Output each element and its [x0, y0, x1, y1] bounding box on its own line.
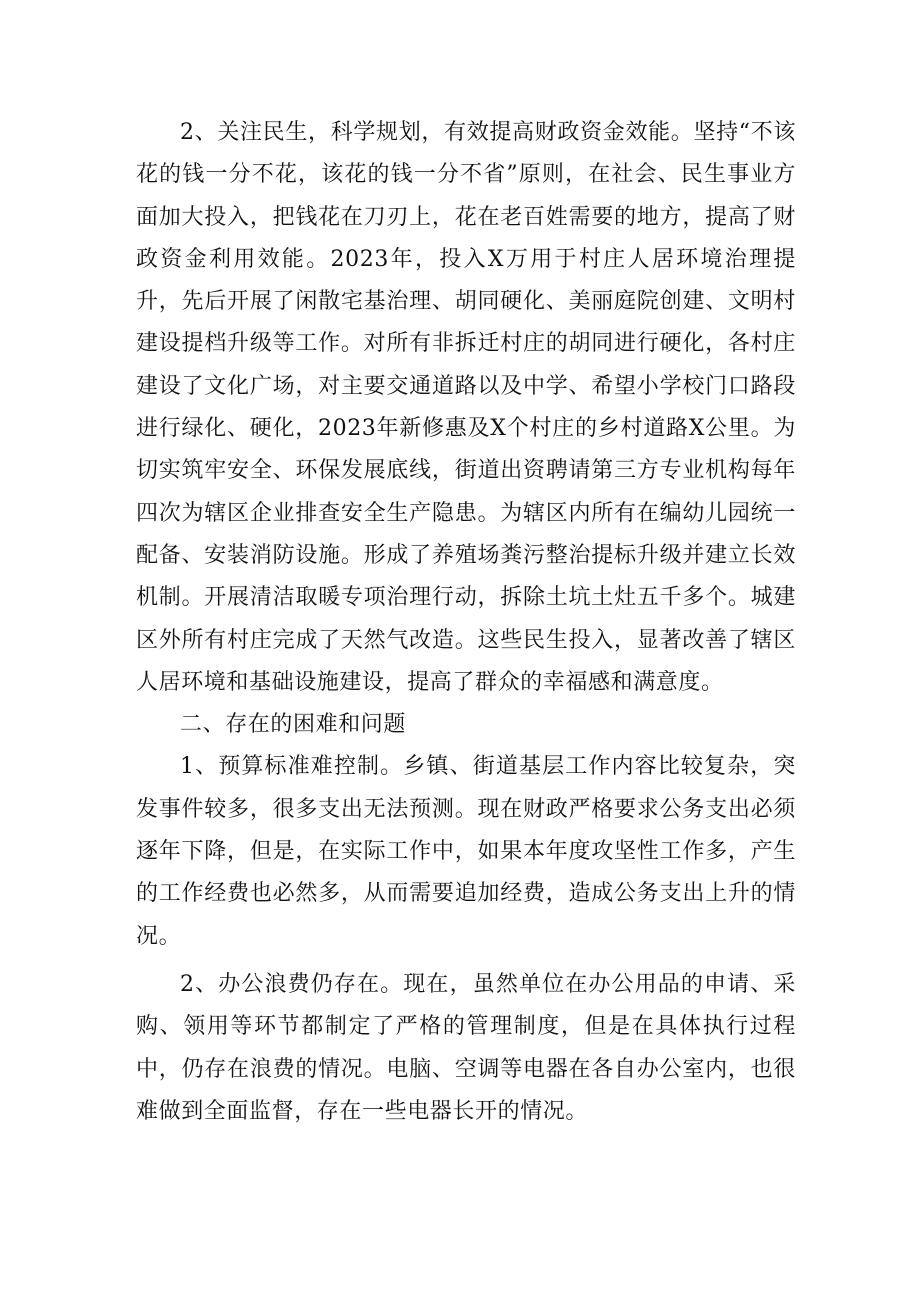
section-heading-difficulties: 二、存在的困难和问题 — [180, 712, 407, 738]
paragraph-budget-control: 1、预算标准难控制。乡镇、街道基层工作内容比较复杂，突发事件较多，很多支出无法预测。现在财政严格要求公务支出必须逐年下降，但是，在实际工作中，如果本年度攻坚性工作多，产生的工作经费也必然多，从而需要追加经费，造成公务支出上升的情况。 — [136, 754, 796, 949]
paragraph-finance-efficiency: 2、关注民生，科学规划，有效提高财政资金效能。坚持“不该花的钱一分不花，该花的钱一分不省”原则，在社会、民生事业方面加大投入，把钱花在刀刃上，花在老百姓需要的地方，提高了财政资金利用效能。2023年，投入X万用于村庄人居环境治理提升，先后开展了闲散宅基治理、胡同硬化、美丽庭院创建、文明村建设提档升级等工作。对所有非拆迁村庄的胡同进行硬化，各村庄建设了文化广场，对主要交通道路以及中学、希望小学校门口路段进行绿化、硬化，2023年新修惠及X个村庄的乡村道路X公里。为切实筑牢安全、环保发展底线，街道出资聘请第三方专业机构每年四次为辖区企业排查安全生产隐患。为辖区内所有在编幼儿园统一配备、安装消防设施。形成了养殖场粪污整治提标升级并建立长效机制。开展清洁取暖专项治理行动，拆除土坑土灶五千多个。城建区外所有村庄完成了天然气改造。这些民生投入，显著改善了辖区人居环境和基础设施建设，提高了群众的幸福感和满意度。 — [136, 120, 796, 695]
paragraph-office-waste: 2、办公浪费仍存在。现在，虽然单位在办公用品的申请、采购、领用等环节都制定了严格的管理制度，但是在具体执行过程中，仍存在浪费的情况。电脑、空调等电器在各自办公室内，也很难做到全面监督，存在一些电器长开的情况。 — [136, 971, 796, 1124]
document-body — [136, 112, 796, 1133]
